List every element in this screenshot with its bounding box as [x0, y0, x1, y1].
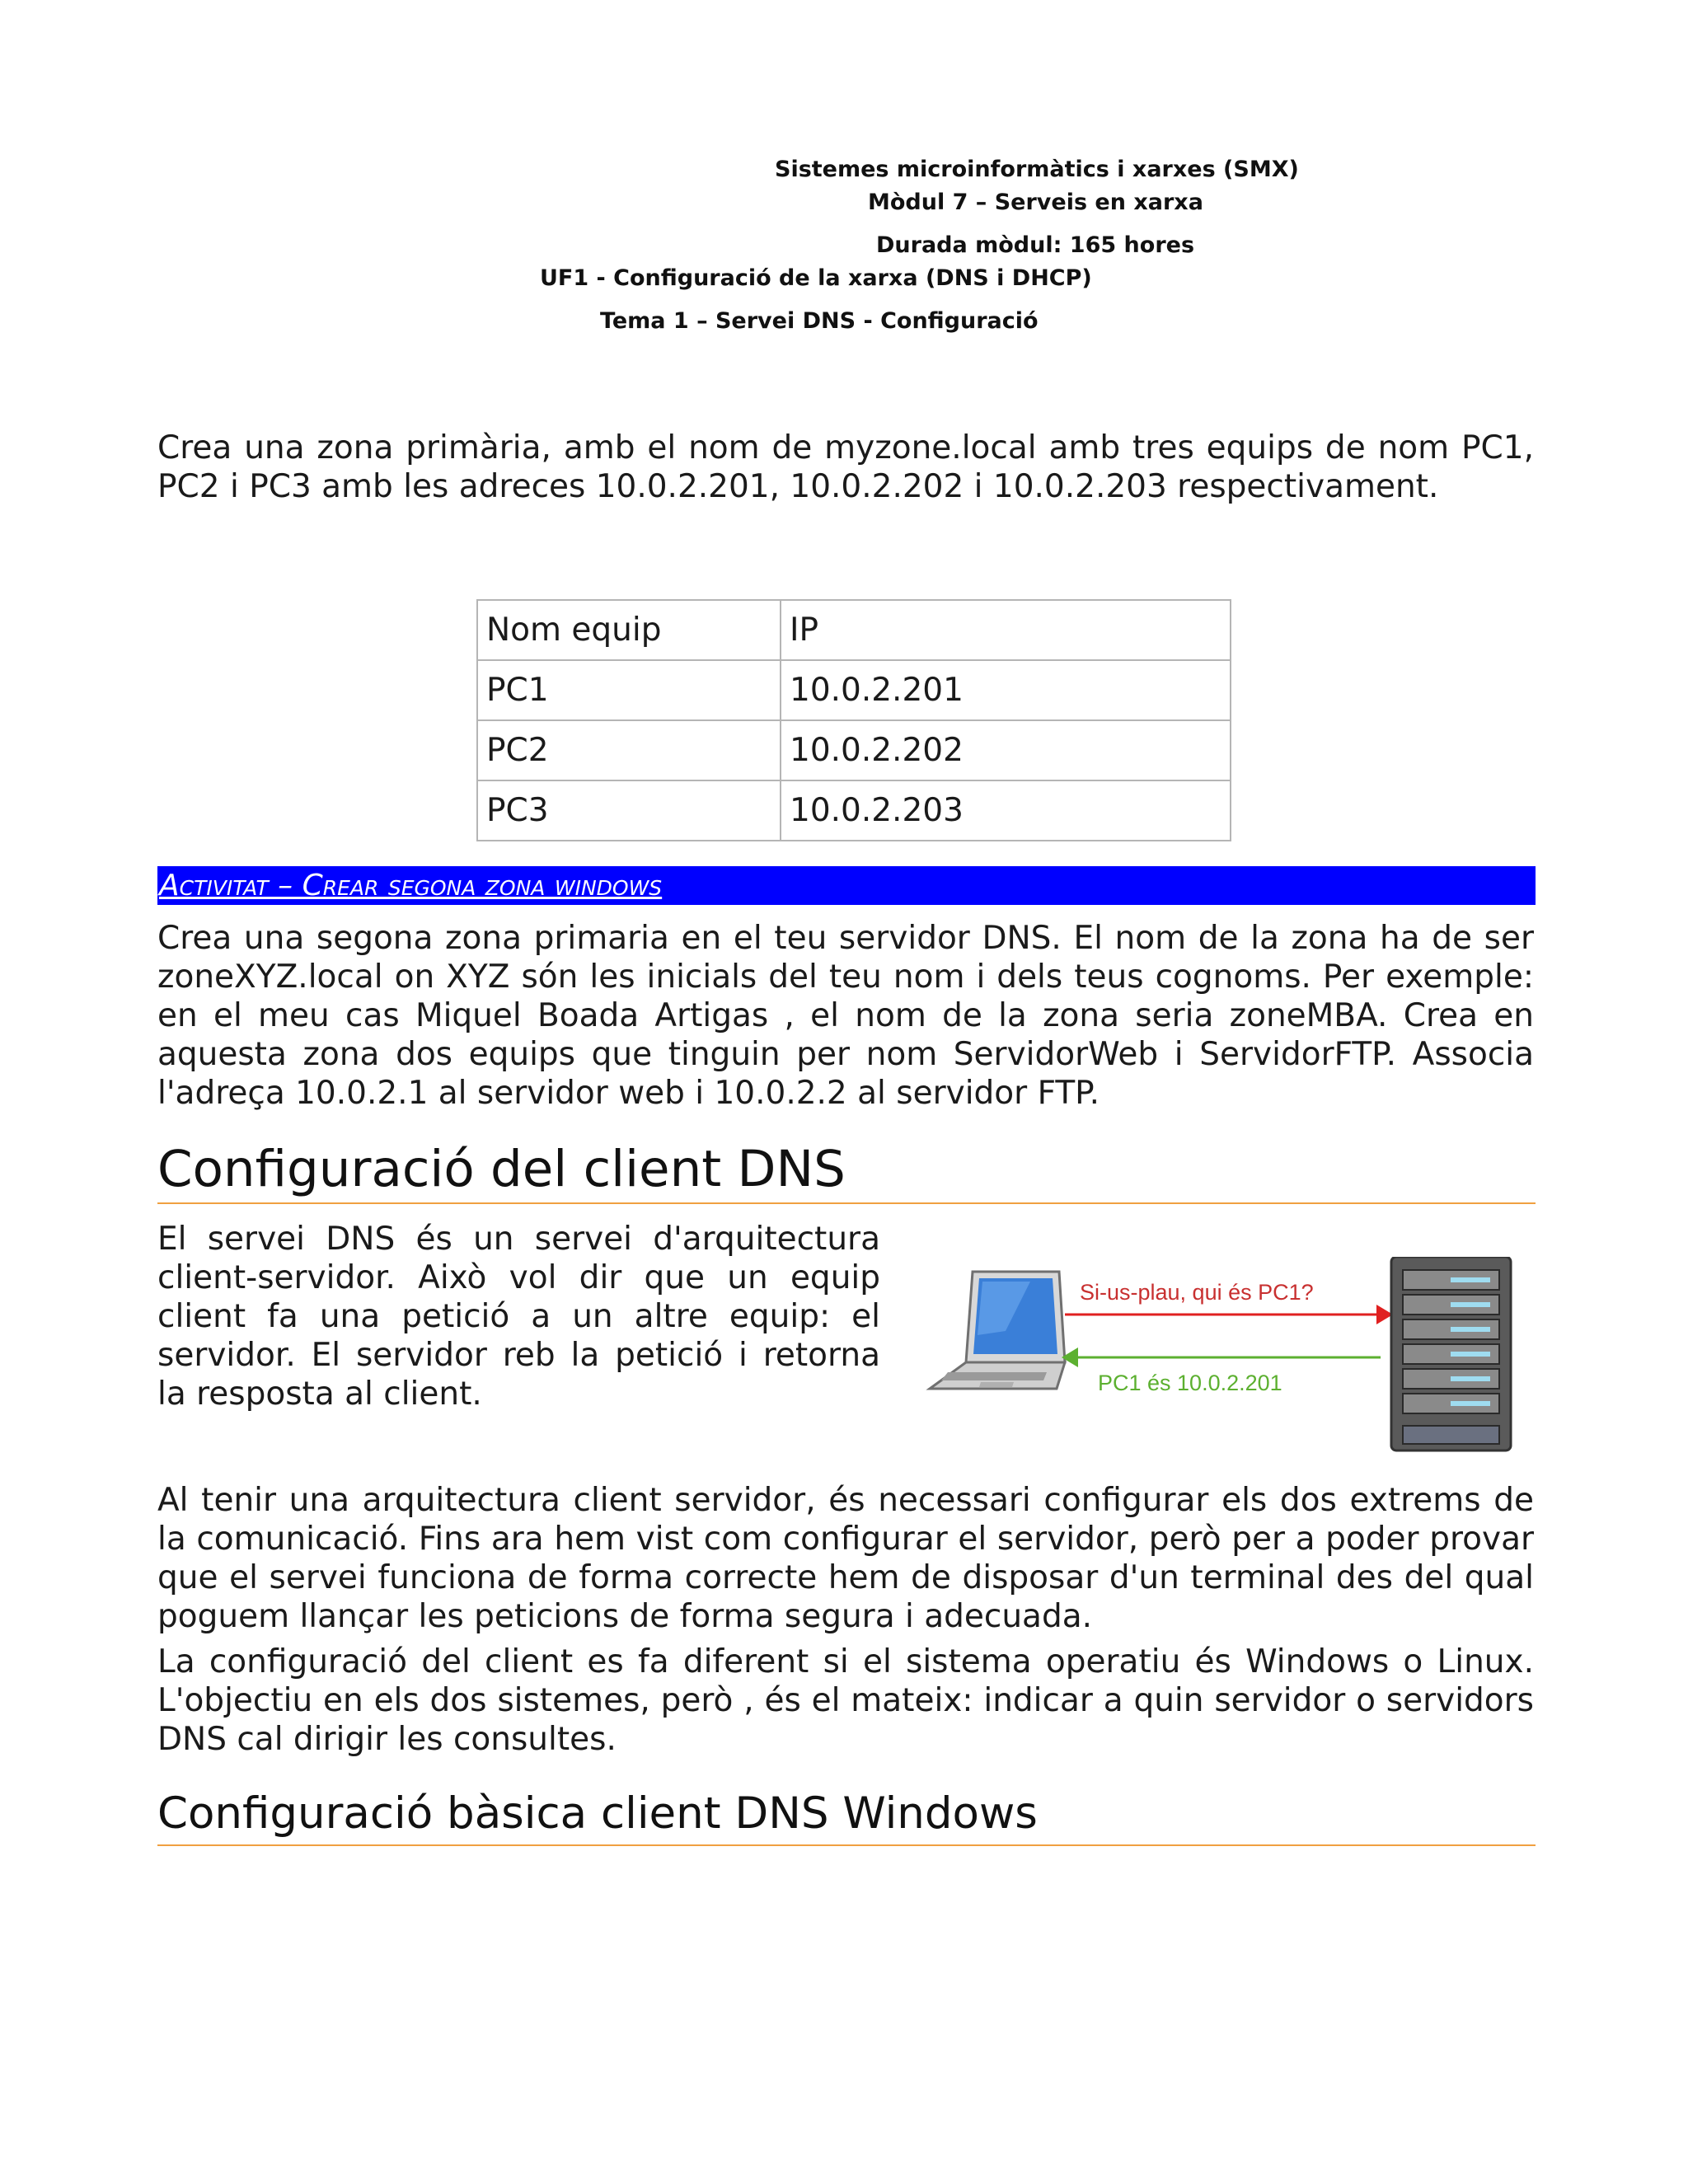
activity-title: Activitat – Crear segona zona windows — [159, 869, 663, 902]
client-intro-paragraph: El servei DNS és un servei d'arquitectura client-servidor. Això vol dir que un equip client fa una petició a un altre equip: el servidor. El servidor reb la petició i retorna la resposta al client. — [157, 1221, 880, 1413]
table-row — [477, 660, 1231, 720]
server-icon — [1391, 1257, 1511, 1451]
activity-banner — [157, 866, 1536, 905]
response-arrow — [1062, 1347, 1381, 1367]
intro-paragraph: Crea una zona primària, amb el nom de myzone.local amb tres equips de nom PC1, PC2 i PC3 amb les adreces 10.0.2.201, 10.0.2.202 i 10.0.2.203 respectivament. — [157, 429, 1534, 505]
table-cell: 10.0.2.203 — [781, 780, 1231, 841]
course-title: Sistemes microinformàtics i xarxes (SMX) — [775, 157, 1299, 182]
unit-title: UF1 - Configuració de la xarxa (DNS i DHCP) — [540, 265, 1092, 291]
table-cell: PC1 — [477, 660, 781, 720]
topic-title: Tema 1 – Servei DNS - Configuració — [600, 308, 1039, 334]
laptop-icon — [930, 1272, 1065, 1389]
request-arrow — [1065, 1305, 1393, 1324]
table-header-row — [477, 600, 1231, 660]
table-cell: 10.0.2.202 — [781, 720, 1231, 780]
architecture-paragraph: Al tenir una arquitectura client servidor, és necessari configurar els dos extrems de la comunicació. Fins ara hem vist com configurar el servidor, però per a poder provar que el servei funciona de forma correcte hem de disposar d'un terminal des del qual poguem llançar les peticions de forma segura i adecuada. — [157, 1482, 1534, 1635]
header-cell-ip: IP — [781, 600, 1231, 660]
configuration-paragraph: La configuració del client es fa diferent si el sistema operatiu és Windows o Linux. L'objectiu en els dos sistemes, però , és el mateix: indicar a quin servidor o servidors DNS cal dirigir les consultes. — [157, 1643, 1534, 1758]
table-cell: PC3 — [477, 780, 781, 841]
table-row — [477, 780, 1231, 841]
table-cell: PC2 — [477, 720, 781, 780]
activity-paragraph: Crea una segona zona primaria en el teu servidor DNS. El nom de la zona ha de ser zoneXYZ.local on XYZ són les inicials del teu nom i dels teus cognoms. Per exemple: en el meu cas Miquel Boada Artigas , el nom de la zona seria zoneMBA. Crea en aquesta zona dos equips que tinguin per nom ServidorWeb i ServidorFTP. Associa l'adreça 10.0.2.1 al servidor web i 10.0.2.2 al servidor FTP. — [157, 920, 1534, 1112]
ip-table — [476, 599, 1231, 841]
header-cell-name: Nom equip — [477, 600, 781, 660]
module-title: Mòdul 7 – Serveis en xarxa — [868, 190, 1203, 215]
table-cell: 10.0.2.201 — [781, 660, 1231, 720]
table-row — [477, 720, 1231, 780]
windows-section-heading: Configuració bàsica client DNS Windows — [157, 1788, 1536, 1846]
client-server-diagram — [923, 1257, 1517, 1463]
request-label: Si-us-plau, qui és PC1? — [1080, 1280, 1314, 1305]
client-section-heading: Configuració del client DNS — [157, 1140, 1536, 1204]
response-label: PC1 és 10.0.2.201 — [1098, 1371, 1282, 1395]
module-duration: Durada mòdul: 165 hores — [876, 232, 1195, 258]
